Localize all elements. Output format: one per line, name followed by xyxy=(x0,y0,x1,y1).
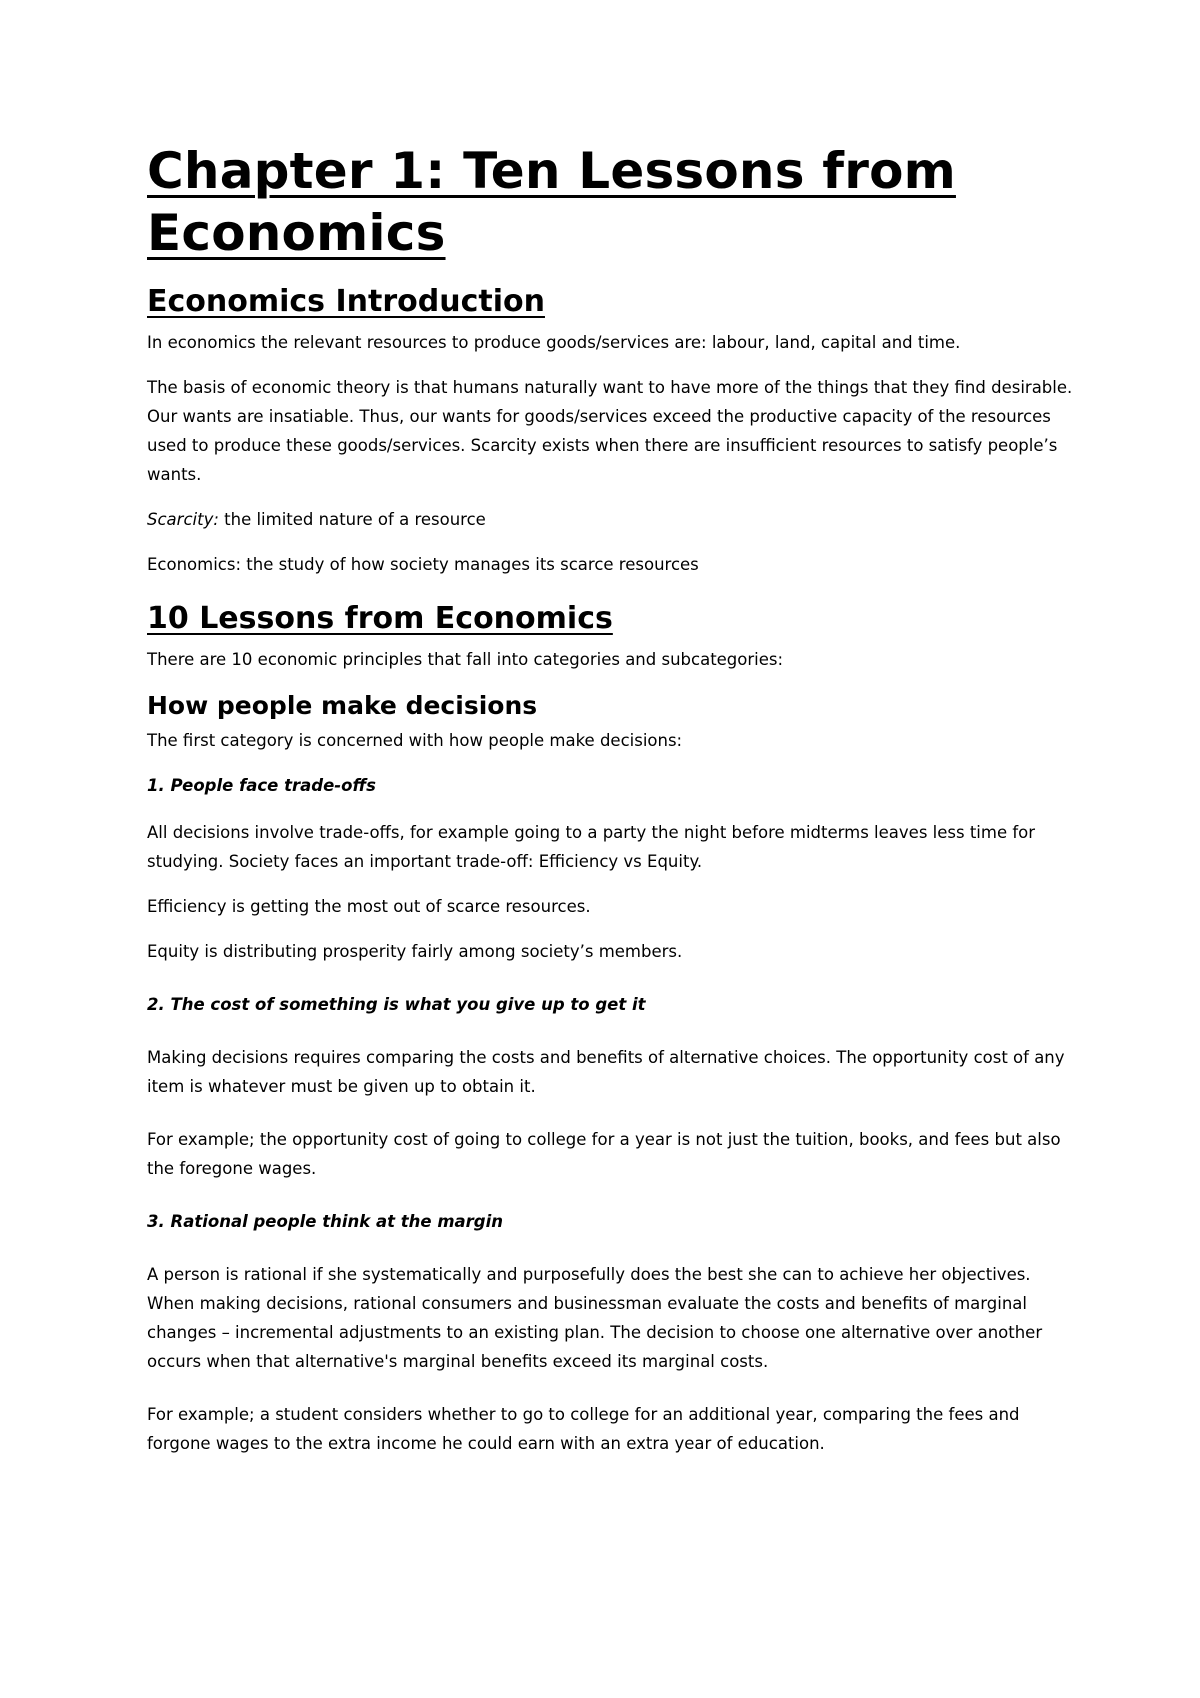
lesson-2-title: 2. The cost of something is what you give up to get it xyxy=(147,995,646,1014)
decisions-intro: The first category is concerned with how people make decisions: xyxy=(147,731,683,750)
intro-paragraph-2: The basis of economic theory is that humans naturally want to have more of the things that they find desirable. Our wants are insatiable. Thus, our wants for goods/services exceed the productive capacity of the resources used to produce these goods/services. Scarcity exists when there are insufficient resources to satisfy people’s wants. xyxy=(147,378,1073,484)
document-page xyxy=(147,140,1077,1474)
lessons-intro: There are 10 economic principles that fall into categories and subcategories: xyxy=(147,650,784,669)
lesson-1-paragraph-3: Equity is distributing prosperity fairly among society’s members. xyxy=(147,942,683,961)
scarcity-definition xyxy=(147,505,1077,534)
lesson-2-paragraph-2: For example; the opportunity cost of going to college for a year is not just the tuition, books, and fees but also the foregone wages. xyxy=(147,1130,1061,1178)
intro-paragraph-1: In economics the relevant resources to produce goods/services are: labour, land, capital and time. xyxy=(147,333,961,352)
lesson-1-title: 1. People face trade-offs xyxy=(147,776,377,795)
lesson-2-paragraph-1: Making decisions requires comparing the costs and benefits of alternative choices. The opportunity cost of any item is whatever must be given up to obtain it. xyxy=(147,1048,1065,1096)
lesson-3-paragraph-1: A person is rational if she systematically and purposefully does the best she can to achieve her objectives. When making decisions, rational consumers and businessman evaluate the costs and benefits of marginal changes – incremental adjustments to an existing plan. The decision to choose one alternative over another occurs when that alternative's marginal benefits exceed its marginal costs. xyxy=(147,1265,1043,1371)
lesson-1-paragraph-1: All decisions involve trade-offs, for example going to a party the night before midterms leaves less time for studying. Society faces an important trade-off: Efficiency vs Equity. xyxy=(147,823,1036,871)
economics-definition: Economics: the study of how society manages its scarce resources xyxy=(147,555,699,574)
scarcity-definition-text: the limited nature of a resource xyxy=(218,510,486,529)
lesson-1-paragraph-2: Efficiency is getting the most out of scarce resources. xyxy=(147,897,591,916)
decisions-heading: How people make decisions xyxy=(147,691,538,720)
intro-heading: Economics Introduction xyxy=(147,284,545,319)
lesson-3-paragraph-2: For example; a student considers whether to go to college for an additional year, comparing the fees and forgone wages to the extra income he could earn with an extra year of education. xyxy=(147,1405,1020,1453)
scarcity-term: Scarcity: xyxy=(147,510,219,529)
chapter-title: Chapter 1: Ten Lessons from Economics xyxy=(147,142,956,262)
lessons-heading: 10 Lessons from Economics xyxy=(147,601,613,636)
lesson-3-title: 3. Rational people think at the margin xyxy=(147,1212,503,1231)
